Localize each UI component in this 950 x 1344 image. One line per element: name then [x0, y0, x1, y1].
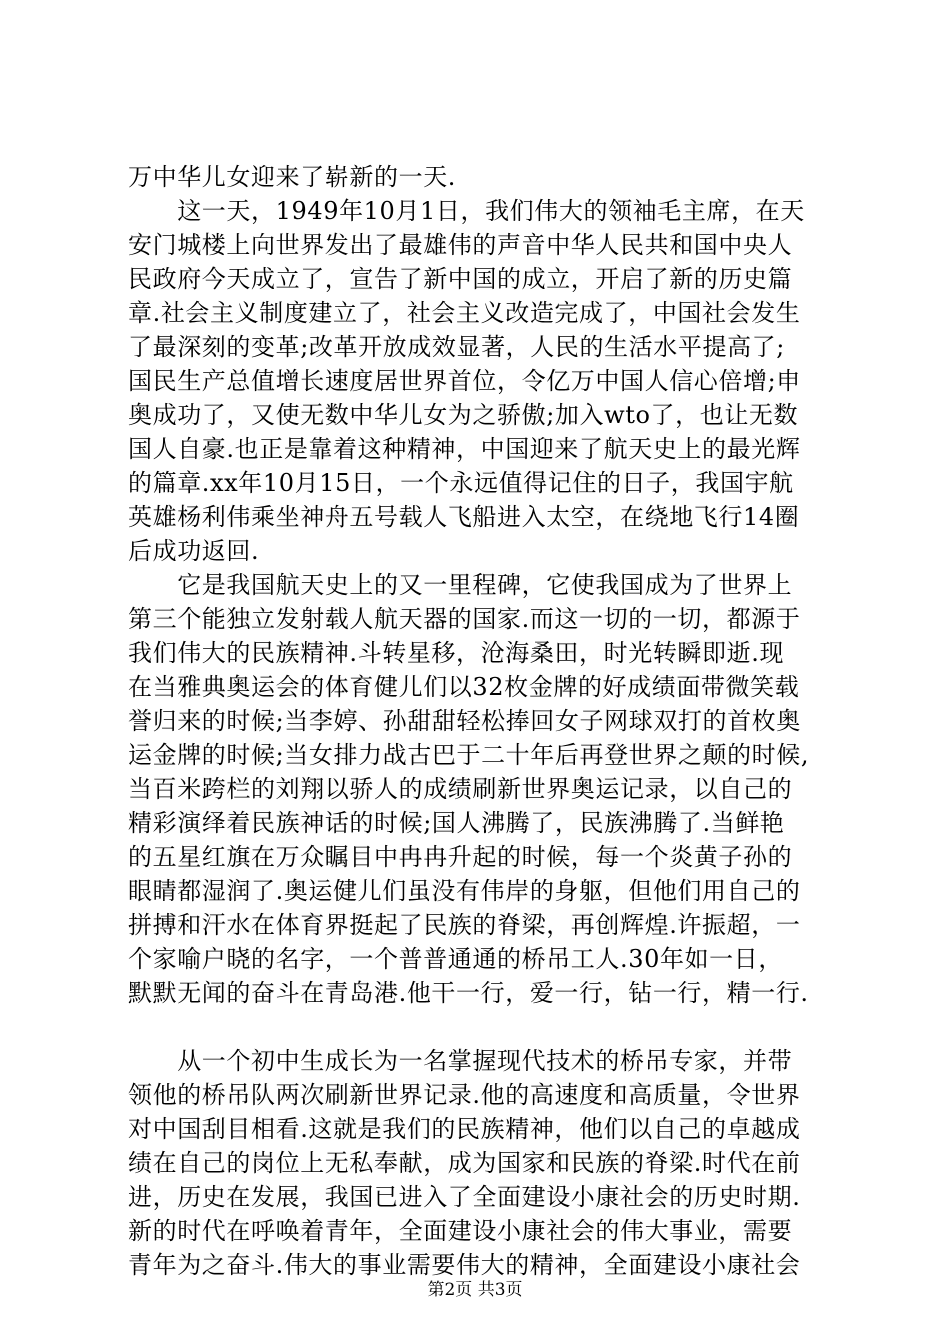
text-line: 我们伟大的民族精神.斗转星移，沧海桑田，时光转瞬即逝.现 [128, 639, 785, 667]
page-number-footer: 第2页 共3页 [427, 1280, 523, 1300]
text-line: 精彩演绎着民族神话的时候;国人沸腾了，民族沸腾了.当鲜艳 [128, 809, 785, 837]
text-line: 国人自豪.也正是靠着这种精神，中国迎来了航天史上的最光辉 [128, 435, 801, 463]
text-line: 万中华儿女迎来了崭新的一天. [128, 163, 457, 191]
text-line: 绩在自己的岗位上无私奉献，成为国家和民族的脊梁.时代在前 [128, 1149, 801, 1177]
text-line: 对中国刮目相看.这就是我们的民族精神，他们以自己的卓越成 [128, 1115, 801, 1143]
text-line: 誉归来的时候;当李婷、孙甜甜轻松捧回女子网球双打的首枚奥 [128, 707, 801, 735]
text-line: 领他的桥吊队两次刷新世界记录.他的高速度和高质量，令世界 [128, 1081, 801, 1109]
text-line: 奥成功了，又使无数中华儿女为之骄傲;加入wto了，也让无数 [128, 401, 799, 429]
text-line: 进，历史在发展，我国已进入了全面建设小康社会的历史时期. [128, 1183, 801, 1211]
text-line: 眼睛都湿润了.奥运健儿们虽没有伟岸的身躯，但他们用自己的 [128, 877, 801, 905]
text-line: 英雄杨利伟乘坐神舟五号载人飞船进入太空，在绕地飞行14圈 [128, 503, 800, 531]
text-line: 新的时代在呼唤着青年，全面建设小康社会的伟大事业，需要 [128, 1217, 793, 1245]
text-line: 它是我国航天史上的又一里程碑，它使我国成为了世界上 [128, 571, 793, 599]
text-line: 章.社会主义制度建立了，社会主义改造完成了，中国社会发生 [128, 299, 801, 327]
text-line: 默默无闻的奋斗在青岛港.他干一行，爱一行，钻一行，精一行. [128, 979, 809, 1007]
text-line: 第三个能独立发射载人航天器的国家.而这一切的一切，都源于 [128, 605, 801, 633]
text-line: 了最深刻的变革;改革开放成效显著，人民的生活水平提高了; [128, 333, 785, 361]
text-line: 的五星红旗在万众瞩目中冉冉升起的时候，每一个炎黄子孙的 [128, 843, 793, 871]
text-line: 从一个初中生成长为一名掌握现代技术的桥吊专家，并带 [128, 1047, 793, 1075]
text-line: 后成功返回. [128, 537, 260, 565]
text-line: 当百米跨栏的刘翔以骄人的成绩刷新世界奥运记录，以自己的 [128, 775, 793, 803]
text-line: 这一天，1949年10月1日，我们伟大的领袖毛主席，在天 [128, 197, 805, 225]
text-line: 在当雅典奥运会的体育健儿们以32枚金牌的好成绩面带微笑载 [128, 673, 800, 701]
text-line: 青年为之奋斗.伟大的事业需要伟大的精神，全面建设小康社会 [128, 1251, 801, 1279]
text-line: 拼搏和汗水在体育界挺起了民族的脊梁，再创辉煌.许振超，一 [128, 911, 801, 939]
text-line: 的篇章.xx年10月15日，一个永远值得记住的日子，我国宇航 [128, 469, 794, 497]
text-line: 民政府今天成立了，宣告了新中国的成立，开启了新的历史篇 [128, 265, 793, 293]
text-line: 安门城楼上向世界发出了最雄伟的声音中华人民共和国中央人 [128, 231, 793, 259]
text-line: 运金牌的时候;当女排力战古巴于二十年后再登世界之颠的时候, [128, 741, 810, 769]
text-line: 个家喻户晓的名字，一个普普通通的桥吊工人.30年如一日， [128, 945, 783, 973]
text-line: 国民生产总值增长速度居世界首位，令亿万中国人信心倍增;申 [128, 367, 801, 395]
